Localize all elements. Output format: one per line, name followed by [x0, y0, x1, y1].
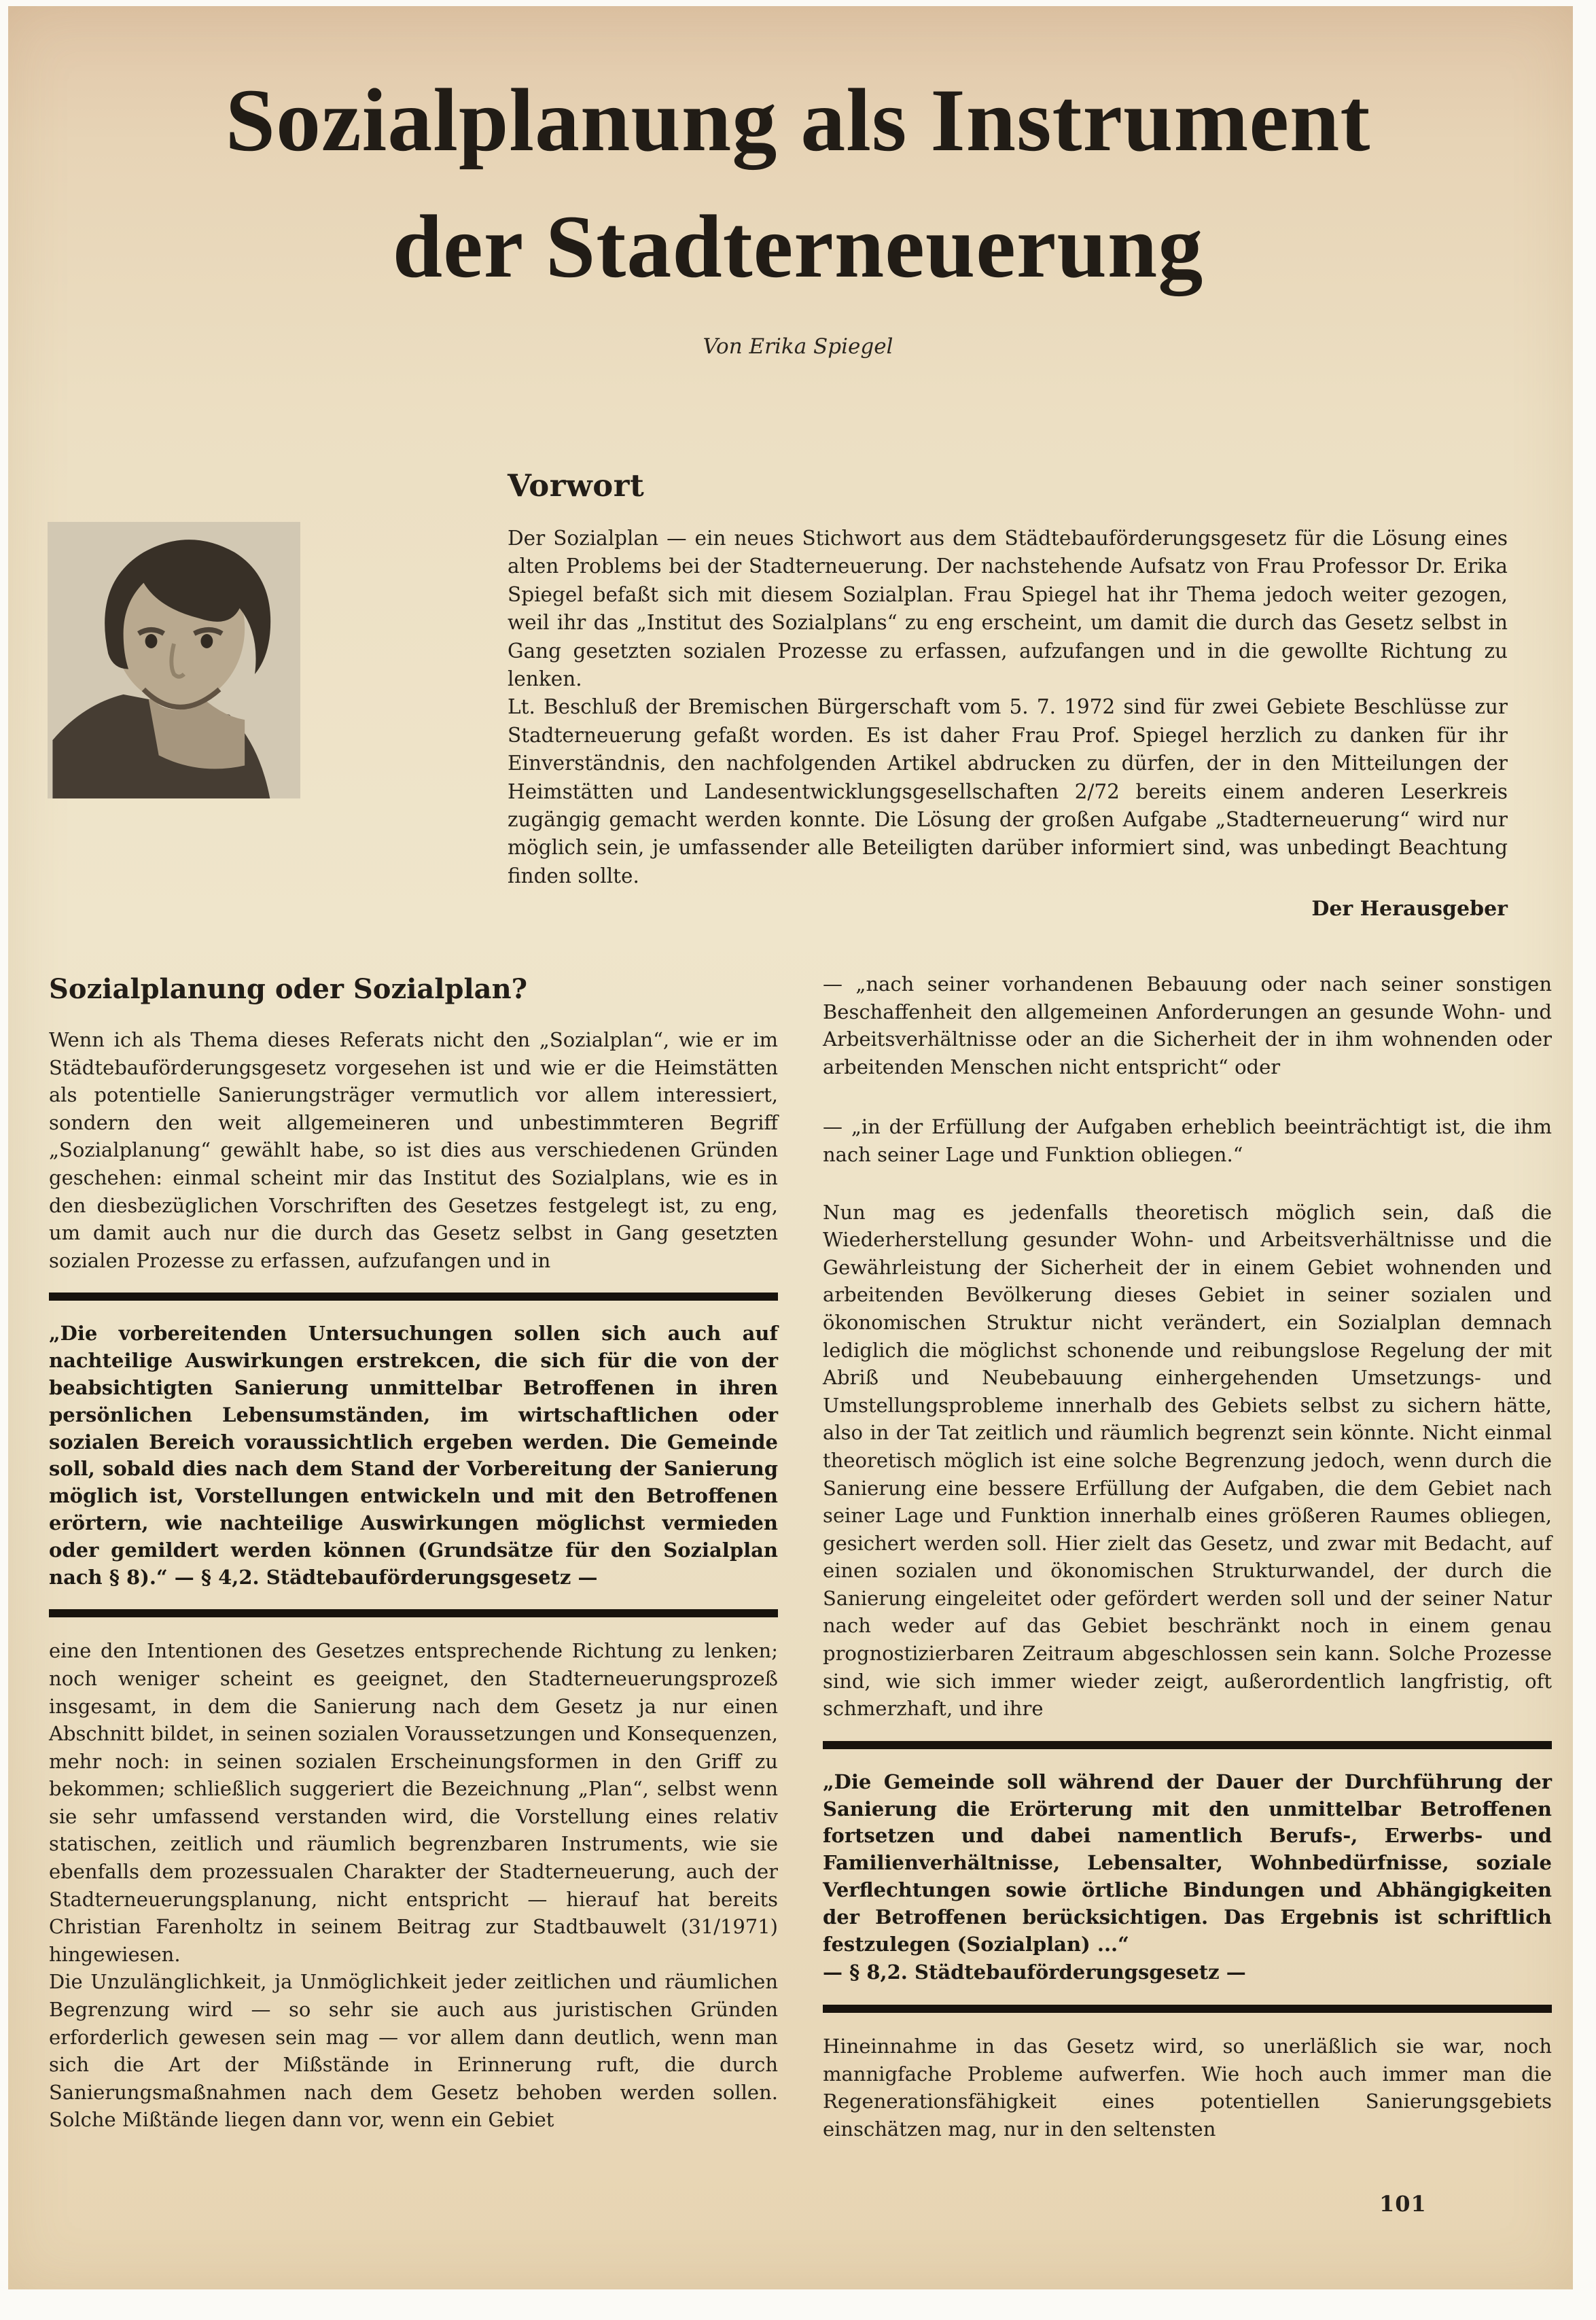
right-column	[823, 970, 1552, 2143]
left-quote-block: „Die vorbereitenden Untersuchungen sollen sich auch auf nachteilige Auswirkungen erstrekcen, die sich für die von der beabsichtigten Sanierung unmittelbar Betroffenen in ihren persönlichen Lebensumständen, im wirtschaftlichen oder sozialen Bereich voraussichtlich ergeben werden. Die Gemeinde soll, sobald dies nach dem Stand der Vorbereitung der Sanierung möglich ist, Vorstellungen entwickeln und mit den Betroffenen erörtern, wie nachteilige Auswirkungen möglichst vermieden oder gemildert werden können (Grundsätze für den Sozialplan nach § 8).“ — § 4,2. Städtebauförderungsgesetz —	[49, 1322, 778, 1589]
article-title-line1: Sozialplanung als Instrument	[225, 70, 1371, 170]
section-heading: Sozialplanung oder Sozialplan?	[49, 973, 528, 1005]
right-list-item-1: — „nach seiner vorhandenen Bebauung oder nach seiner sonstigen Beschaffenheit den allgemeinen Anforderungen an gesunde Wohn- und Arbeitsverhältnisse oder an die Sicherheit der in ihm wohnenden oder arbeitenden Menschen nicht entspricht“ oder	[823, 972, 1552, 1078]
divider-rule-top-left	[49, 1293, 778, 1301]
vorwort-paragraph-2: Lt. Beschluß der Bremischen Bürgerschaft vom 5. 7. 1972 sind für zwei Gebiete Beschlüsse zur Stadterneuerung gefaßt worden. Es ist daher Frau Prof. Spiegel herzlich zu danken für ihr Einverständnis, den nachfolgenden Artikel abdrucken zu dürfen, der in den Mitteilungen der Heimstätten und Landesentwicklungsgesellschaften 2/72 bereits einem anderen Leserkreis zugängig gemacht werden konnte. Die Lösung der großen Aufgabe „Stadterneuerung“ wird nur möglich sein, je umfassender alle Beteiligten darüber informiert sind, was unbedingt Beachtung finden sollte.	[508, 695, 1508, 887]
left-paragraph-2: eine den Intentionen des Gesetzes entsprechende Richtung zu lenken; noch weniger scheint es geeignet, den Stadterneuerungsprozeß insgesamt, in dem die Sanierung nach dem Gesetz ja nur einen Abschnitt bildet, in seinen sozialen Voraussetzungen und Konsequenzen, mehr noch: in seinen sozialen Erscheinungsformen in den Griff zu bekommen; schließlich suggeriert die Bezeichnung „Plan“, selbst wenn sie sehr umfassend verstanden wird, die Vorstellung eines relativ statischen, zeitlich und räumlich begrenzbaren Instruments, wie sie ebenfalls dem prozessualen Charakter der Stadterneuerung, auch der Stadterneuerungsplanung, nicht entspricht — hierauf hat bereits Christian Farenholtz in seinem Beitrag zur Stadtbauwelt (31/1971) hingewiesen.	[49, 1639, 778, 1966]
page-number: 101	[1379, 2191, 1427, 2217]
portrait-photo-graphic	[48, 522, 300, 798]
vorwort-heading: Vorwort	[508, 468, 645, 504]
vorwort-text	[508, 525, 1508, 890]
vorwort-paragraph-1: Der Sozialplan — ein neues Stichwort aus dem Städtebauförderungsgesetz für die Lösung eines alten Problems bei der Stadterneuerung. Der nachstehende Aufsatz von Frau Professor Dr. Erika Spiegel befaßt sich mit diesem Sozialplan. Frau Spiegel hat ihr Thema jedoch weiter gezogen, weil ihr das „Institut des Sozialplans“ zu eng erscheint, um damit die durch das Gesetz selbst in Gang gesetzten sozialen Prozesse zu erfassen, aufzufangen und in die gewollte Richtung zu lenken.	[508, 527, 1508, 691]
right-paragraph-2: Hineinnahme in das Gesetz wird, so unerläßlich sie war, noch mannigfache Probleme aufwerfen. Wie hoch auch immer man die Regenerationsfähigkeit eines potentiellen Sanierungsgebiets einschätzen mag, nur in den seltensten	[823, 2035, 1552, 2141]
right-paragraph-1: Nun mag es jedenfalls theoretisch möglich sein, daß die Wiederherstellung gesunder Wohn- und Arbeitsverhältnisse und die Gewährleistung der Sicherheit der in einem Gebiet wohnenden und arbeitenden Bevölkerung dieses Gebiet in seiner sozialen und ökonomischen Struktur nicht verändert, ein Sozialplan demnach lediglich die möglichst schonende und reibungslose Regelung der mit Abriß und Neubebauung einhergehenden Umsetzungs- und Umstellungsprobleme innerhalb des Gebiets selbst zu sichern hätte, also in der Tat zeitlich und räumlich begrenzt sein könnte. Nicht einmal theoretisch möglich ist eine solche Begrenzung jedoch, wenn durch die Sanierung eine bessere Erfüllung der Aufgaben, die dem Gebiet nach seiner Lage und Funktion innerhalb eines größeren Raumes obliegen, gesichert werden soll. Hier zielt das Gesetz, und zwar mit Bedacht, auf einen sozialen und ökonomischen Strukturwandel, der durch die Sanierung eingeleitet oder gefördert werden soll und der seiner Natur nach weder auf das Gebiet beschränkt noch in einem genau prognostizierbaren Zeitraum abgeschlossen sein kann. Solche Prozesse sind, wie sich immer wieder zeigt, außerordentlich langfristig, oft schmerzhaft, und ihre	[823, 1200, 1552, 1721]
article-body	[49, 970, 1552, 2143]
vorwort-signoff: Der Herausgeber	[1311, 897, 1508, 921]
article-title	[0, 57, 1596, 310]
divider-rule-bottom-left	[49, 1609, 778, 1617]
right-list-item-2: — „in der Erfüllung der Aufgaben erheblich beeinträchtigt ist, die ihm nach seiner Lage und Funktion obliegen.“	[823, 1115, 1552, 1166]
spacer	[823, 1169, 1552, 1199]
article-byline: Von Erika Spiegel	[703, 334, 893, 359]
portrait-photo	[48, 522, 300, 798]
left-paragraph-1: Wenn ich als Thema dieses Referats nicht den „Sozialplan“, wie er im Städtebauförderungsgesetz vorgesehen ist und wie er die Heimstätten als potentielle Sanierungsträger vermutlich vor allem interessiert, sondern den weit allgemeineren und unbestimmteren Begriff „Sozialplanung“ gewählt habe, so ist dies aus verschiedenen Gründen geschehen: einmal scheint mir das Institut des Sozialplans, wie es in den diesbezüglichen Vorschriften des Gesetzes festgelegt ist, zu eng, um damit auch nur die durch das Gesetz selbst in Gang gesetzten sozialen Prozesse zu erfassen, aufzufangen und in	[49, 1028, 778, 1272]
right-quote-block: „Die Gemeinde soll während der Dauer der Durchführung der Sanierung die Erörterung mit den unmittelbar Betroffenen fortsetzen und dabei namentlich Berufs-, Erwerbs- und Familienverhältnisse, Lebensalter, Wohnbedürfnisse, soziale Verflechtungen sowie örtliche Bindungen und Abhängigkeiten der Betroffenen berücksichtigen. Das Ergebnis ist schriftlich festzulegen (Sozialplan) ...“	[823, 1770, 1552, 1956]
right-quote-attribution: — § 8,2. Städtebauförderungsgesetz —	[823, 1961, 1246, 1984]
divider-rule-bottom-right	[823, 2005, 1552, 2013]
spacer	[823, 1080, 1552, 1113]
article-title-line2: der Stadterneuerung	[392, 196, 1204, 296]
left-paragraph-3: Die Unzulänglichkeit, ja Unmöglichkeit jeder zeitlichen und räumlichen Begrenzung wird — so sehr sie auch aus juristischen Gründen erforderlich gewesen sein mag — vor allem dann deutlich, wenn man sich die Art der Mißstände in Erinnerung ruft, die durch Sanierungsmaßnahmen nach dem Gesetz behoben werden sollen. Solche Mißtände liegen dann vor, wenn ein Gebiet	[49, 1970, 778, 2132]
left-column	[49, 970, 778, 2143]
divider-rule-top-right	[823, 1741, 1552, 1749]
